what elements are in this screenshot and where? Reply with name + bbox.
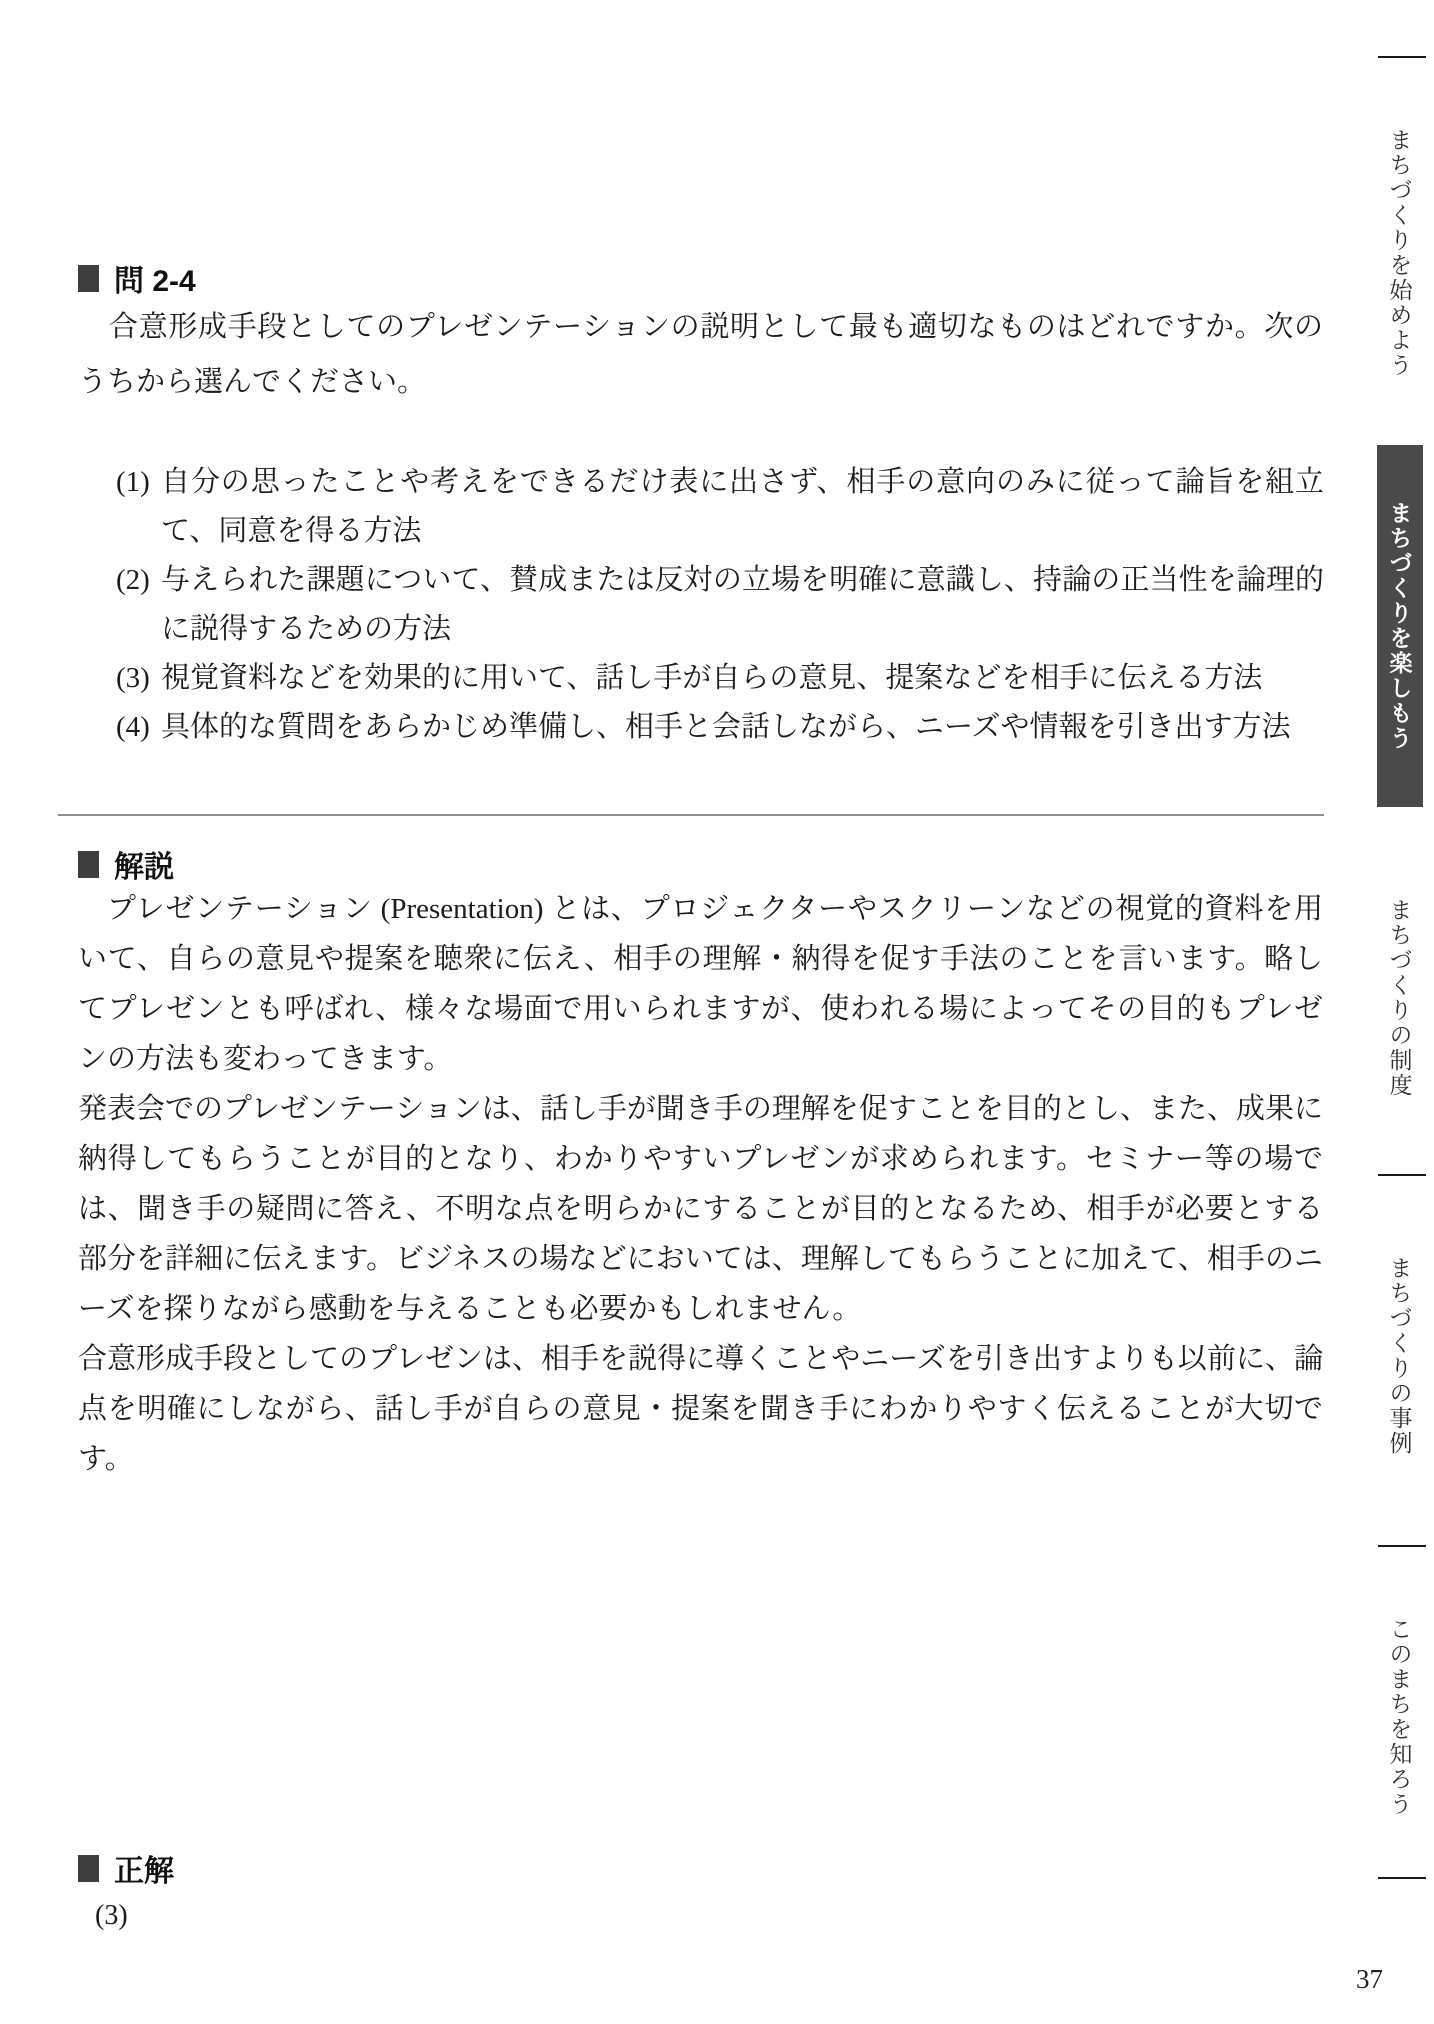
options-list — [116, 458, 1324, 752]
option-row — [116, 703, 1324, 752]
explanation-paragraph: 合意形成手段としてのプレゼンは、相手を説得に導くことやニーズを引き出すよりも以前に、論点を明確にしながら、話し手が自らの意見・提案を聞き手にわかりやすく伝えることが大切です。 — [78, 1343, 1323, 1475]
sidebar-tab-jirei — [1377, 1233, 1423, 1479]
sidebar-tab-hajimeyou — [1377, 128, 1423, 378]
square-bullet-icon — [78, 851, 99, 878]
square-bullet-icon — [78, 265, 99, 292]
sidebar-tab-label: このまちを知ろう — [1386, 1617, 1413, 1817]
sidebar-tab-shirou — [1377, 1617, 1423, 1817]
square-bullet-icon — [78, 1855, 99, 1882]
section-divider — [58, 814, 1324, 816]
question-lead: 合意形成手段としてのプレゼンテーションの説明として最も適切なものはどれですか。次のうちから選んでください。 — [78, 311, 1323, 398]
sidebar-tab-label: まちづくりを始めよう — [1386, 128, 1413, 378]
option-text: 視覚資料などを効果的に用いて、話し手が自らの意見、提案などを相手に伝える方法 — [161, 662, 1263, 694]
sidebar-tab-tanoshimou-active — [1377, 445, 1423, 807]
option-row — [116, 556, 1324, 654]
option-row — [116, 458, 1324, 556]
option-text: 与えられた課題について、賛成または反対の立場を明確に意識し、持論の正当性を論理的に説得するための方法 — [161, 564, 1324, 645]
answer-header — [78, 1846, 174, 1890]
option-number: (4) — [116, 711, 150, 743]
option-number: (2) — [116, 564, 150, 596]
question-title: 問 2-4 — [114, 265, 196, 298]
sidebar-rule — [1378, 1174, 1426, 1176]
option-text: 自分の思ったことや考えをできるだけ表に出さず、相手の意向のみに従って論旨を組立て、同意を得る方法 — [161, 466, 1324, 547]
sidebar-tab-label: まちづくりの事例 — [1386, 1256, 1413, 1456]
option-number: (3) — [116, 662, 150, 694]
sidebar-tab-seido — [1377, 888, 1423, 1108]
explanation-body — [78, 884, 1323, 1484]
sidebar-tab-label: まちづくりを楽しもう — [1386, 501, 1413, 751]
explanation-header — [78, 842, 174, 886]
option-number: (1) — [116, 466, 150, 498]
question-header — [78, 256, 196, 300]
explanation-paragraph: 発表会でのプレゼンテーションは、話し手が聞き手の理解を促すことを目的とし、また、成果に納得してもらうことが目的となり、わかりやすいプレゼンが求められます。セミナー等の場では、聞き手の疑問に答え、不明な点を明らかにすることが目的となるため、相手が必要とする部分を詳細に伝えます。ビジネスの場などにおいては、理解してもらうことに加えて、相手のニーズを探りながら感動を与えることも必要かもしれません。 — [78, 1093, 1323, 1325]
sidebar-tab-label: まちづくりの制度 — [1386, 898, 1413, 1098]
option-row — [116, 654, 1324, 703]
sidebar-rule — [1378, 1877, 1426, 1879]
option-text: 具体的な質問をあらかじめ準備し、相手と会話しながら、ニーズや情報を引き出す方法 — [161, 711, 1291, 743]
explanation-title: 解説 — [114, 851, 174, 884]
answer-title: 正解 — [114, 1855, 174, 1888]
explanation-paragraph: プレゼンテーション (Presentation) とは、プロジェクターやスクリーンなどの視覚的資料を用いて、自らの意見や提案を聴衆に伝え、相手の理解・納得を促す手法のことを言います。略してプレゼンとも呼ばれ、様々な場面で用いられますが、使われる場によってその目的もプレゼンの方法も変わってきます。 — [78, 893, 1323, 1075]
answer-value: (3) — [95, 1900, 128, 1931]
sidebar-rule — [1378, 56, 1426, 58]
page-number: 37 — [1356, 1964, 1383, 1994]
sidebar-rule — [1378, 1545, 1426, 1547]
